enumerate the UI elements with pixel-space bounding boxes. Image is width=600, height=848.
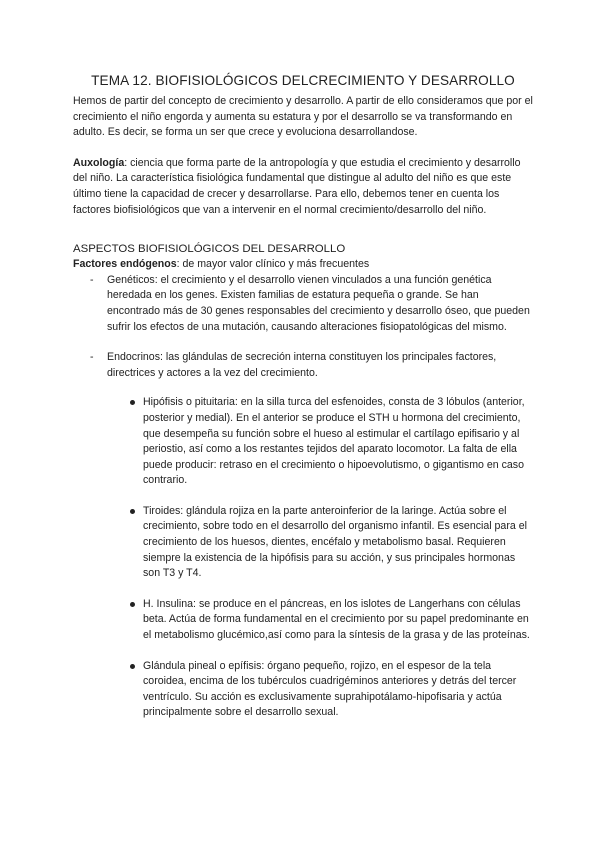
paragraph-gap [73, 218, 533, 233]
section-heading: ASPECTOS BIOFISIOLÓGICOS DEL DESARROLLO [73, 243, 346, 256]
factores-term: Factores endógenos [73, 258, 177, 271]
gland-bullet-list [73, 395, 533, 721]
bullet-dot-icon [130, 602, 135, 607]
factores-description: : de mayor valor clínico y más frecuentes [176, 258, 370, 271]
bullet-text: Tiroides: glándula rojiza en la parte anteroinferior de la laringe. Actúa sobre el crecimiento, sobre todo en el desarrollo del organismo infantil. Es esencial para el crecimiento de los huesos, dientes, encéfalo y metabolismo basal. Requieren siempre la existencia de la hipófisis para su acción, y sus principales hormonas son T3 y T4. [143, 504, 527, 580]
bullet-dot-icon [130, 509, 135, 514]
intro-paragraph: Hemos de partir del concepto de crecimiento y desarrollo. A partir de ello consideramos que por el crecimiento el niño engorda y aumenta su estatura y por el desarrollo se va transformando en adulto. Es decir, se forma un ser que crece y evoluciona desarrollandose. [73, 95, 533, 139]
paragraph-gap [73, 381, 533, 395]
auxologia-paragraph [73, 156, 533, 218]
factor-dash-list [73, 273, 533, 382]
dash-item-endocrinos: - Endocrinos: las glándulas de secreción interna constituyen los principales factores, directrices y actores a la vez del crecimiento. [73, 350, 533, 381]
bullet-dot-icon [130, 664, 135, 669]
bullet-dot-icon [130, 400, 135, 405]
list-gap [73, 335, 533, 350]
bullet-text: Glándula pineal o epífisis: órgano pequeño, rojizo, en el espesor de la tela coroidea, encima de los tubérculos cuadrigéminos anteriores y detrás del tercer ventrículo. Su acción es exclusivamente suprahipotálamo-hipofisaria y actúa principalmente sobre el desarrollo sexual. [143, 659, 517, 719]
bullet-item-hipofisis [73, 395, 533, 489]
factores-line [73, 257, 533, 273]
bullet-item-pineal [73, 659, 533, 721]
auxologia-term: Auxología [73, 156, 125, 169]
document-title: TEMA 12. BIOFISIOLÓGICOS DELCRECIMIENTO Y DESARROLLO [91, 73, 515, 88]
document-page [73, 72, 533, 736]
dash-item-geneticos: - Genéticos: el crecimiento y el desarrollo vienen vinculados a una función genética heredada en los genes. Existen familias de estatura pequeña o grande. Se han encontrado más de 30 genes responsables del crecimiento y desarrollo óseo, que pueden sufrir los efectos de una mutación, causando alteraciones fisiopatológicas del mismo. [73, 273, 533, 335]
bullet-item-tiroides [73, 504, 533, 582]
bullet-text: H. Insulina: se produce en el páncreas, en los islotes de Langerhans con células beta. Actúa de forma fundamental en el crecimiento por su papel predominante en el metabolismo glucémico,así como para la síntesis de la grasa y de las proteínas. [143, 597, 530, 642]
bullet-text: Hipófisis o pituitaria: en la silla turca del esfenoides, consta de 3 lóbulos (anterior, posterior y medial). En el anterior se produce el STH u hormona del crecimiento, que desempeña su función sobre el hueso al estimular el cartílago epifisario y al periostio, así como a los restantes tejidos del aparato locomotor. La falta de ella puede producir: retraso en el crecimiento o hipoevolutismo, o gigantismo en caso contrario. [143, 396, 525, 487]
paragraph-gap [73, 141, 533, 156]
auxologia-definition: : ciencia que forma parte de la antropología y que estudia el crecimiento y desarrollo del niño. La característica fisiológica fundamental que distingue al adulto del niño es que este último tiene la capacidad de crecer y desarrollarse. Para ello, debemos tener en cuenta los factores biofisiológicos que van a intervenir en el normal crecimiento/desarrollo del niño. [73, 156, 521, 216]
bullet-item-insulina [73, 597, 533, 644]
